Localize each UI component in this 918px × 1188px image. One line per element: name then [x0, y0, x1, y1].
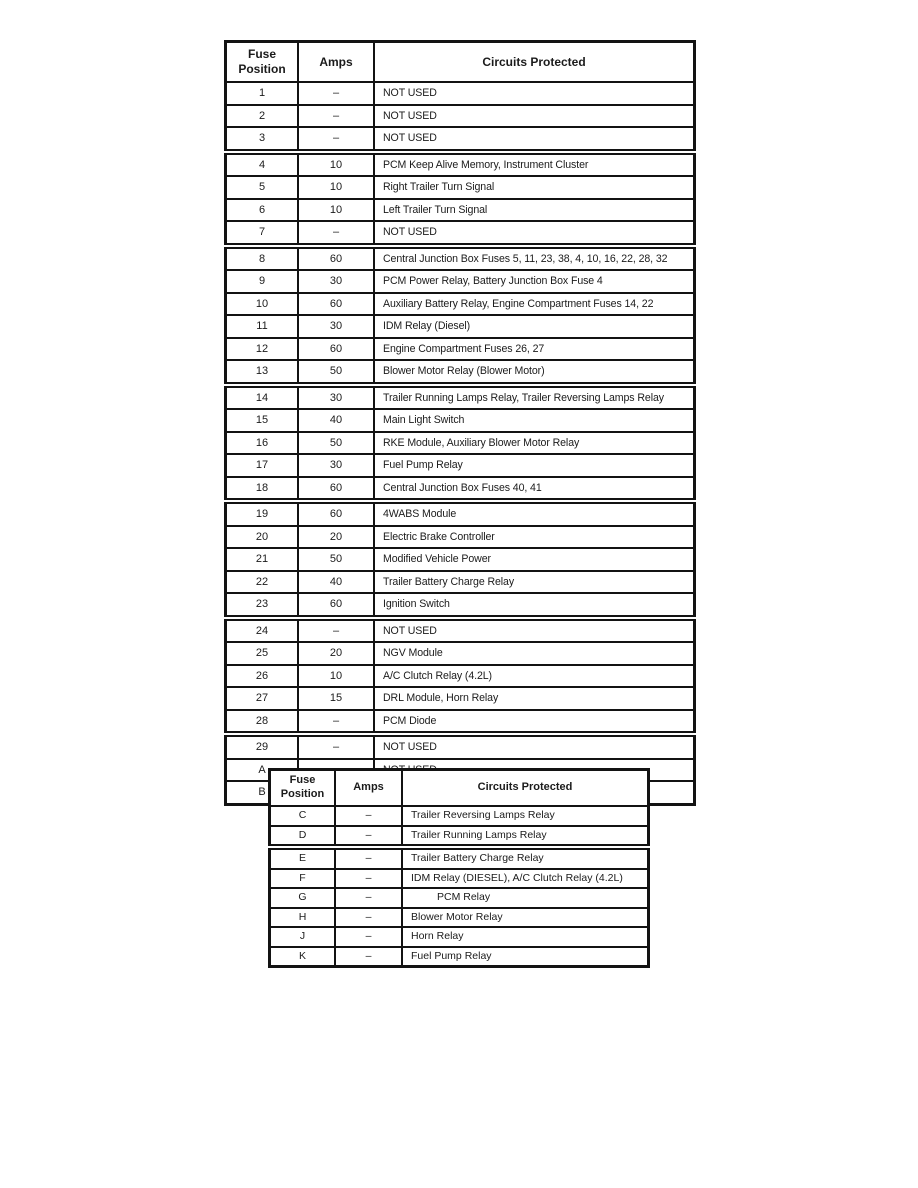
- fuse-position-cell: 3: [226, 127, 299, 152]
- circuits-protected-cell: NOT USED: [374, 127, 695, 152]
- amps-cell: 50: [298, 432, 374, 455]
- table-row: [270, 847, 649, 869]
- table-row: [226, 176, 695, 199]
- table-row: [226, 642, 695, 665]
- table-row: [226, 270, 695, 293]
- amps-cell: 40: [298, 409, 374, 432]
- circuits-protected-cell: Fuel Pump Relay: [374, 454, 695, 477]
- circuits-protected-cell: Central Junction Box Fuses 5, 11, 23, 38, 4, 10, 16, 22, 28, 32: [374, 246, 695, 271]
- fuse-position-cell: 7: [226, 221, 299, 246]
- amps-cell: –: [335, 908, 402, 928]
- table-row: [226, 687, 695, 710]
- circuits-protected-cell: Ignition Switch: [374, 593, 695, 618]
- amps-cell: 20: [298, 526, 374, 549]
- fuse-position-cell: 29: [226, 734, 299, 759]
- circuits-protected-cell: Engine Compartment Fuses 26, 27: [374, 338, 695, 361]
- circuits-protected-cell: NGV Module: [374, 642, 695, 665]
- fuse-position-cell: 24: [226, 618, 299, 643]
- fuse-position-cell: C: [270, 806, 336, 826]
- circuits-protected-cell: Left Trailer Turn Signal: [374, 199, 695, 222]
- table-row: [226, 246, 695, 271]
- circuits-protected-cell: DRL Module, Horn Relay: [374, 687, 695, 710]
- circuits-protected-cell: Horn Relay: [402, 927, 649, 947]
- fuse-position-cell: 17: [226, 454, 299, 477]
- table-row: [226, 593, 695, 618]
- fuse-position-cell: 27: [226, 687, 299, 710]
- amps-cell: 30: [298, 385, 374, 410]
- fuse-position-cell: E: [270, 847, 336, 869]
- header-row: [270, 770, 649, 807]
- header-row: [226, 42, 695, 83]
- circuits-protected-cell: Trailer Battery Charge Relay: [402, 847, 649, 869]
- fuse-position-cell: 22: [226, 571, 299, 594]
- column-header-circuits-protected: Circuits Protected: [374, 42, 695, 83]
- amps-cell: 30: [298, 315, 374, 338]
- fuse-position-cell: 4: [226, 152, 299, 177]
- table-row: [270, 869, 649, 889]
- circuits-protected-cell: A/C Clutch Relay (4.2L): [374, 665, 695, 688]
- fuse-position-cell: 5: [226, 176, 299, 199]
- amps-cell: –: [298, 82, 374, 105]
- circuits-protected-cell: NOT USED: [374, 618, 695, 643]
- fuse-position-cell: F: [270, 869, 336, 889]
- fuse-position-cell: 16: [226, 432, 299, 455]
- fuse-position-cell: 13: [226, 360, 299, 385]
- amps-cell: –: [298, 734, 374, 759]
- fuse-position-cell: 8: [226, 246, 299, 271]
- amps-cell: 60: [298, 501, 374, 526]
- fuse-position-cell: 11: [226, 315, 299, 338]
- amps-cell: –: [298, 221, 374, 246]
- circuits-protected-cell: IDM Relay (DIESEL), A/C Clutch Relay (4.2L): [402, 869, 649, 889]
- fuse-position-cell: 23: [226, 593, 299, 618]
- circuits-protected-cell: Trailer Reversing Lamps Relay: [402, 806, 649, 826]
- circuits-protected-cell: Trailer Battery Charge Relay: [374, 571, 695, 594]
- fuse-position-cell: G: [270, 888, 336, 908]
- table-row: [270, 908, 649, 928]
- table-row: [226, 199, 695, 222]
- fuse-position-cell: 12: [226, 338, 299, 361]
- table-row: [226, 665, 695, 688]
- fuse-position-cell: 1: [226, 82, 299, 105]
- fuse-position-cell: 6: [226, 199, 299, 222]
- fuse-position-cell: K: [270, 947, 336, 967]
- amps-cell: 15: [298, 687, 374, 710]
- table-row: [226, 526, 695, 549]
- table-row: [270, 826, 649, 848]
- amps-cell: 10: [298, 176, 374, 199]
- fuse-position-cell: 25: [226, 642, 299, 665]
- circuits-protected-cell: NOT USED: [374, 221, 695, 246]
- fuse-position-cell: B: [226, 781, 299, 804]
- circuits-protected-cell: Trailer Running Lamps Relay, Trailer Reversing Lamps Relay: [374, 385, 695, 410]
- table-row: [226, 454, 695, 477]
- table-row: [226, 360, 695, 385]
- fuse-position-cell: 18: [226, 477, 299, 502]
- column-header-fuse-position: Fuse Position: [226, 42, 299, 83]
- fuse-position-cell: 19: [226, 501, 299, 526]
- main-fuse-table: [224, 40, 696, 806]
- circuits-protected-cell: Right Trailer Turn Signal: [374, 176, 695, 199]
- amps-cell: 60: [298, 293, 374, 316]
- circuits-protected-cell: Trailer Running Lamps Relay: [402, 826, 649, 848]
- table-row: [226, 293, 695, 316]
- table-row: [226, 127, 695, 152]
- circuits-protected-cell: Blower Motor Relay: [402, 908, 649, 928]
- fuse-position-cell: 15: [226, 409, 299, 432]
- amps-cell: –: [298, 127, 374, 152]
- aux-fuse-table: [268, 768, 650, 968]
- table-row: [226, 571, 695, 594]
- amps-cell: 10: [298, 199, 374, 222]
- table-row: [226, 710, 695, 735]
- table-row: [226, 477, 695, 502]
- amps-cell: –: [335, 806, 402, 826]
- fuse-position-cell: J: [270, 927, 336, 947]
- amps-cell: –: [335, 927, 402, 947]
- table-row: [226, 338, 695, 361]
- amps-cell: 60: [298, 593, 374, 618]
- circuits-protected-cell: IDM Relay (Diesel): [374, 315, 695, 338]
- fuse-position-cell: 20: [226, 526, 299, 549]
- fuse-position-cell: 26: [226, 665, 299, 688]
- table-row: [226, 82, 695, 105]
- circuits-protected-cell: NOT USED: [374, 734, 695, 759]
- table-row: [226, 409, 695, 432]
- table-row: [226, 432, 695, 455]
- circuits-protected-cell: Modified Vehicle Power: [374, 548, 695, 571]
- amps-cell: 60: [298, 246, 374, 271]
- amps-cell: 60: [298, 338, 374, 361]
- fuse-position-cell: D: [270, 826, 336, 848]
- amps-cell: 60: [298, 477, 374, 502]
- amps-cell: 40: [298, 571, 374, 594]
- amps-cell: 50: [298, 360, 374, 385]
- table-row: [270, 927, 649, 947]
- amps-cell: –: [335, 826, 402, 848]
- table-row: [226, 221, 695, 246]
- fuse-position-cell: 28: [226, 710, 299, 735]
- amps-cell: –: [298, 105, 374, 128]
- amps-cell: 10: [298, 152, 374, 177]
- amps-cell: 20: [298, 642, 374, 665]
- circuits-protected-cell: PCM Relay: [402, 888, 649, 908]
- circuits-protected-cell: Main Light Switch: [374, 409, 695, 432]
- amps-cell: –: [298, 710, 374, 735]
- circuits-protected-cell: Blower Motor Relay (Blower Motor): [374, 360, 695, 385]
- amps-cell: –: [335, 869, 402, 889]
- circuits-protected-cell: RKE Module, Auxiliary Blower Motor Relay: [374, 432, 695, 455]
- amps-cell: 10: [298, 665, 374, 688]
- table-row: [226, 501, 695, 526]
- amps-cell: 30: [298, 270, 374, 293]
- fuse-position-cell: 10: [226, 293, 299, 316]
- table-row: [226, 618, 695, 643]
- fuse-position-cell: 14: [226, 385, 299, 410]
- fuse-position-cell: A: [226, 759, 299, 782]
- amps-cell: –: [298, 618, 374, 643]
- circuits-protected-cell: PCM Power Relay, Battery Junction Box Fuse 4: [374, 270, 695, 293]
- amps-cell: 50: [298, 548, 374, 571]
- table-row: [226, 315, 695, 338]
- column-header-circuits-protected: Circuits Protected: [402, 770, 649, 807]
- table-row: [226, 734, 695, 759]
- circuits-protected-cell: Electric Brake Controller: [374, 526, 695, 549]
- table-row: [270, 888, 649, 908]
- table-row: [270, 806, 649, 826]
- fuse-position-cell: 2: [226, 105, 299, 128]
- circuits-protected-cell: Central Junction Box Fuses 40, 41: [374, 477, 695, 502]
- circuits-protected-cell: NOT USED: [374, 82, 695, 105]
- amps-cell: –: [335, 847, 402, 869]
- column-header-amps: Amps: [298, 42, 374, 83]
- table-row: [226, 385, 695, 410]
- table-row: [226, 152, 695, 177]
- fuse-position-cell: H: [270, 908, 336, 928]
- circuits-protected-cell: NOT USED: [374, 105, 695, 128]
- fuse-position-cell: 9: [226, 270, 299, 293]
- column-header-amps: Amps: [335, 770, 402, 807]
- circuits-protected-cell: Fuel Pump Relay: [402, 947, 649, 967]
- amps-cell: –: [335, 947, 402, 967]
- circuits-protected-cell: PCM Keep Alive Memory, Instrument Cluster: [374, 152, 695, 177]
- circuits-protected-cell: Auxiliary Battery Relay, Engine Compartment Fuses 14, 22: [374, 293, 695, 316]
- amps-cell: –: [335, 888, 402, 908]
- amps-cell: 30: [298, 454, 374, 477]
- column-header-fuse-position: Fuse Position: [270, 770, 336, 807]
- table-row: [270, 947, 649, 967]
- table-row: [226, 105, 695, 128]
- fuse-position-cell: 21: [226, 548, 299, 571]
- circuits-protected-cell: 4WABS Module: [374, 501, 695, 526]
- circuits-protected-cell: PCM Diode: [374, 710, 695, 735]
- table-row: [226, 548, 695, 571]
